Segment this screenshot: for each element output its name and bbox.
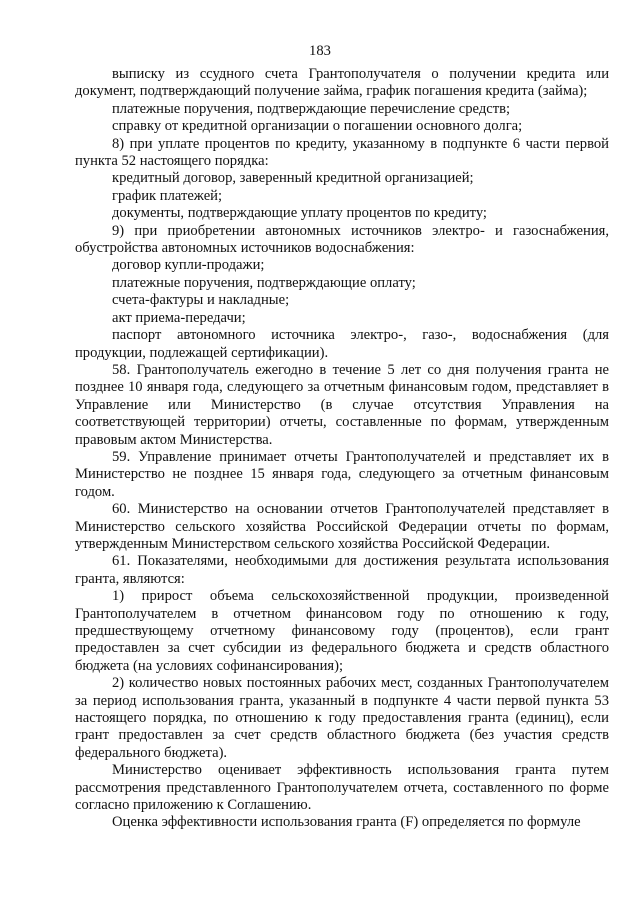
paragraph-debt-certificate: справку от кредитной организации о погашении основного долга; — [112, 118, 523, 135]
paragraph-invoices: счета-фактуры и накладные; — [112, 292, 290, 309]
paragraph-loan-statement: выписку из ссудного счета Грантополучателя о получении кредита или документ, подтверждающий получение займа, график погашения кредита (займа); — [75, 66, 609, 100]
paragraph-efficiency-formula: Оценка эффективности использования гранта (F) определяется по формуле — [112, 814, 581, 831]
paragraph-item-61: 61. Показателями, необходимыми для достижения результата использования гранта, являются: — [75, 553, 609, 587]
document-body — [75, 66, 609, 832]
paragraph-indicator-1: 1) прирост объема сельскохозяйственной продукции, произведенной Грантополучателем в отчетном финансовом году по отношению к году, предшествующему отчетному финансовому году (процентов), если грант предоставлен за счет субсидии из федерального бюджета и средств областного бюджета (на условиях софинансирования); — [75, 588, 609, 674]
paragraph-payment-schedule: график платежей; — [112, 187, 223, 204]
paragraph-payment-orders-2: платежные поручения, подтверждающие оплату; — [112, 274, 416, 291]
paragraph-acceptance-act: акт приема-передачи; — [112, 309, 246, 326]
paragraph-sale-contract: договор купли-продажи; — [112, 257, 265, 274]
paragraph-payment-orders: платежные поручения, подтверждающие перечисление средств; — [112, 100, 511, 117]
paragraph-credit-agreement: кредитный договор, заверенный кредитной организацией; — [112, 170, 474, 187]
page-number: 183 — [309, 43, 331, 59]
paragraph-item-60: 60. Министерство на основании отчетов Грантополучателей представляет в Министерство сельского хозяйства Российской Федерации отчеты по формам, утвержденным Министерством сельского хозяйства Российской Федерации. — [75, 501, 609, 552]
paragraph-indicator-2: 2) количество новых постоянных рабочих мест, созданных Грантополучателем за период использования гранта, указанный в подпункте 4 части первой пункта 53 настоящего порядка, по отношению к году предоставления гранта (единиц), если грант предоставлен за счет средств областного бюджета (без участия средств федерального бюджета). — [75, 675, 609, 761]
paragraph-item-58: 58. Грантополучатель ежегодно в течение 5 лет со дня получения гранта не позднее 10 января года, следующего за отчетным финансовым годом, представляет в Управление или Министерство (в случае отсутствия Управления на соответствующей территории) отчеты, составленные по формам, утвержденным правовым актом Министерства. — [75, 361, 609, 448]
paragraph-efficiency-evaluation: Министерство оценивает эффективность использования гранта путем рассмотрения представленного Грантополучателем отчета, составленного по форме согласно приложению к Соглашению. — [75, 762, 609, 814]
paragraph-item-9: 9) при приобретении автономных источников электро- и газоснабжения, обустройства автономных источников водоснабжения: — [75, 222, 609, 257]
paragraph-item-8: 8) при уплате процентов по кредиту, указанному в подпункте 6 части первой пункта 52 настоящего порядка: — [75, 135, 609, 170]
paragraph-source-passport: паспорт автономного источника электро-, газо-, водоснабжения (для продукции, подлежащей сертификации). — [75, 327, 609, 361]
paragraph-interest-documents: документы, подтверждающие уплату процентов по кредиту; — [112, 205, 487, 222]
paragraph-item-59: 59. Управление принимает отчеты Грантополучателей и представляет их в Министерство не позднее 15 января года, следующего за отчетным финансовым годом. — [75, 448, 609, 500]
